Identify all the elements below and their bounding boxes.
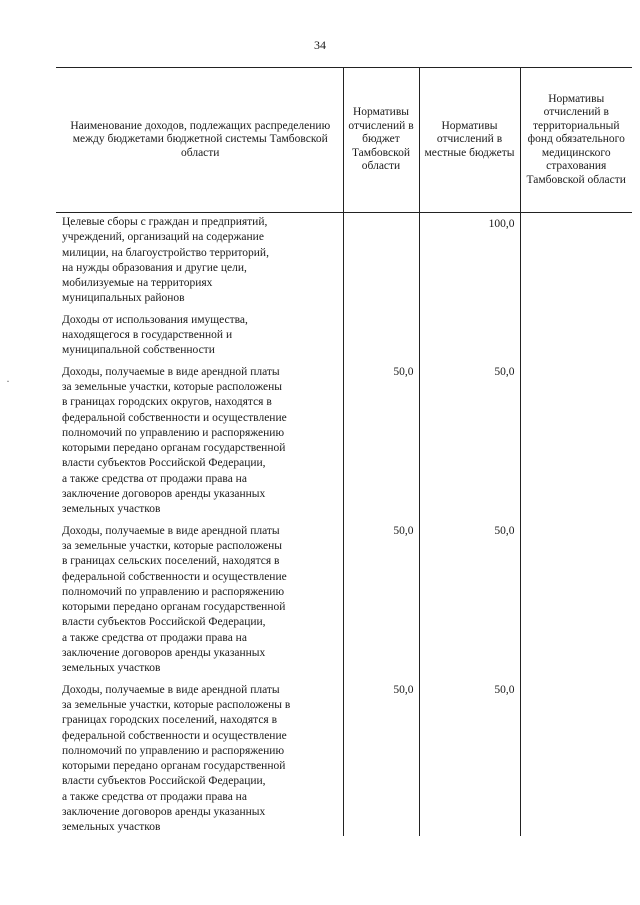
page-number: 34 <box>314 38 326 52</box>
revenue-distribution-table <box>56 67 632 836</box>
row-regional-value <box>343 307 419 359</box>
row-name: Доходы, получаемые в виде арендной платы за земельные участки, которые расположены в границах городских округов, находятся в федеральной собственности и осуществление полномочий по управлению и распоряжению которыми передано органам государственной власти субъектов Российской Федерации, а также средства от продажи права на заключение договоров аренды указанных земельных участков <box>62 365 287 516</box>
row-local-value: 50,0 <box>419 518 520 677</box>
section-heading: Доходы от использования имущества, находящегося в государственной и муниципальной собственности <box>62 313 248 357</box>
header-tfoms: Нормативы отчислений в территориальный фонд обязательного медицинского страхования Тамбовской области <box>520 68 632 213</box>
table-row <box>56 359 632 518</box>
row-tfoms-value <box>520 677 632 836</box>
row-regional-value: 50,0 <box>343 518 419 677</box>
row-local-value: 100,0 <box>419 213 520 307</box>
row-local-value: 50,0 <box>419 359 520 518</box>
row-tfoms-value <box>520 518 632 677</box>
row-local-value <box>419 307 520 359</box>
header-local-budgets: Нормативы отчислений в местные бюджеты <box>419 68 520 213</box>
row-tfoms-value <box>520 359 632 518</box>
row-regional-value: 50,0 <box>343 677 419 836</box>
margin-mark: · <box>6 374 10 388</box>
table-row <box>56 307 632 359</box>
row-name: Целевые сборы с граждан и предприятий, учреждений, организаций на содержание милиции, на благоустройство территорий, на нужды образования и другие цели, мобилизуемые на территориях муниципальных районов <box>62 216 269 305</box>
row-name: Доходы, получаемые в виде арендной платы за земельные участки, которые расположены в границах городских поселений, находятся в федеральной собственности и осуществление полномочий по управлению и распоряжению которыми передано органам государственной власти субъектов Российской Федерации, а также средства от продажи права на заключение договоров аренды указанных земельных участков <box>62 683 291 834</box>
header-regional-budget: Нормативы отчислений в бюджет Тамбовской области <box>343 68 419 213</box>
table-row <box>56 677 632 836</box>
table-row <box>56 518 632 677</box>
row-tfoms-value <box>520 307 632 359</box>
row-tfoms-value <box>520 213 632 307</box>
table-row <box>56 213 632 307</box>
table-header-row <box>56 68 632 213</box>
row-name: Доходы, получаемые в виде арендной платы за земельные участки, которые расположены в границах сельских поселений, находятся в федеральной собственности и осуществление полномочий по управлению и распоряжению которыми передано органам государственной власти субъектов Российской Федерации, а также средства от продажи права на заключение договоров аренды указанных земельных участков <box>62 524 287 675</box>
row-local-value: 50,0 <box>419 677 520 836</box>
row-regional-value <box>343 213 419 307</box>
row-regional-value: 50,0 <box>343 359 419 518</box>
header-revenue-name: Наименование доходов, подлежащих распределению между бюджетами бюджетной системы Тамбовской области <box>56 68 343 213</box>
